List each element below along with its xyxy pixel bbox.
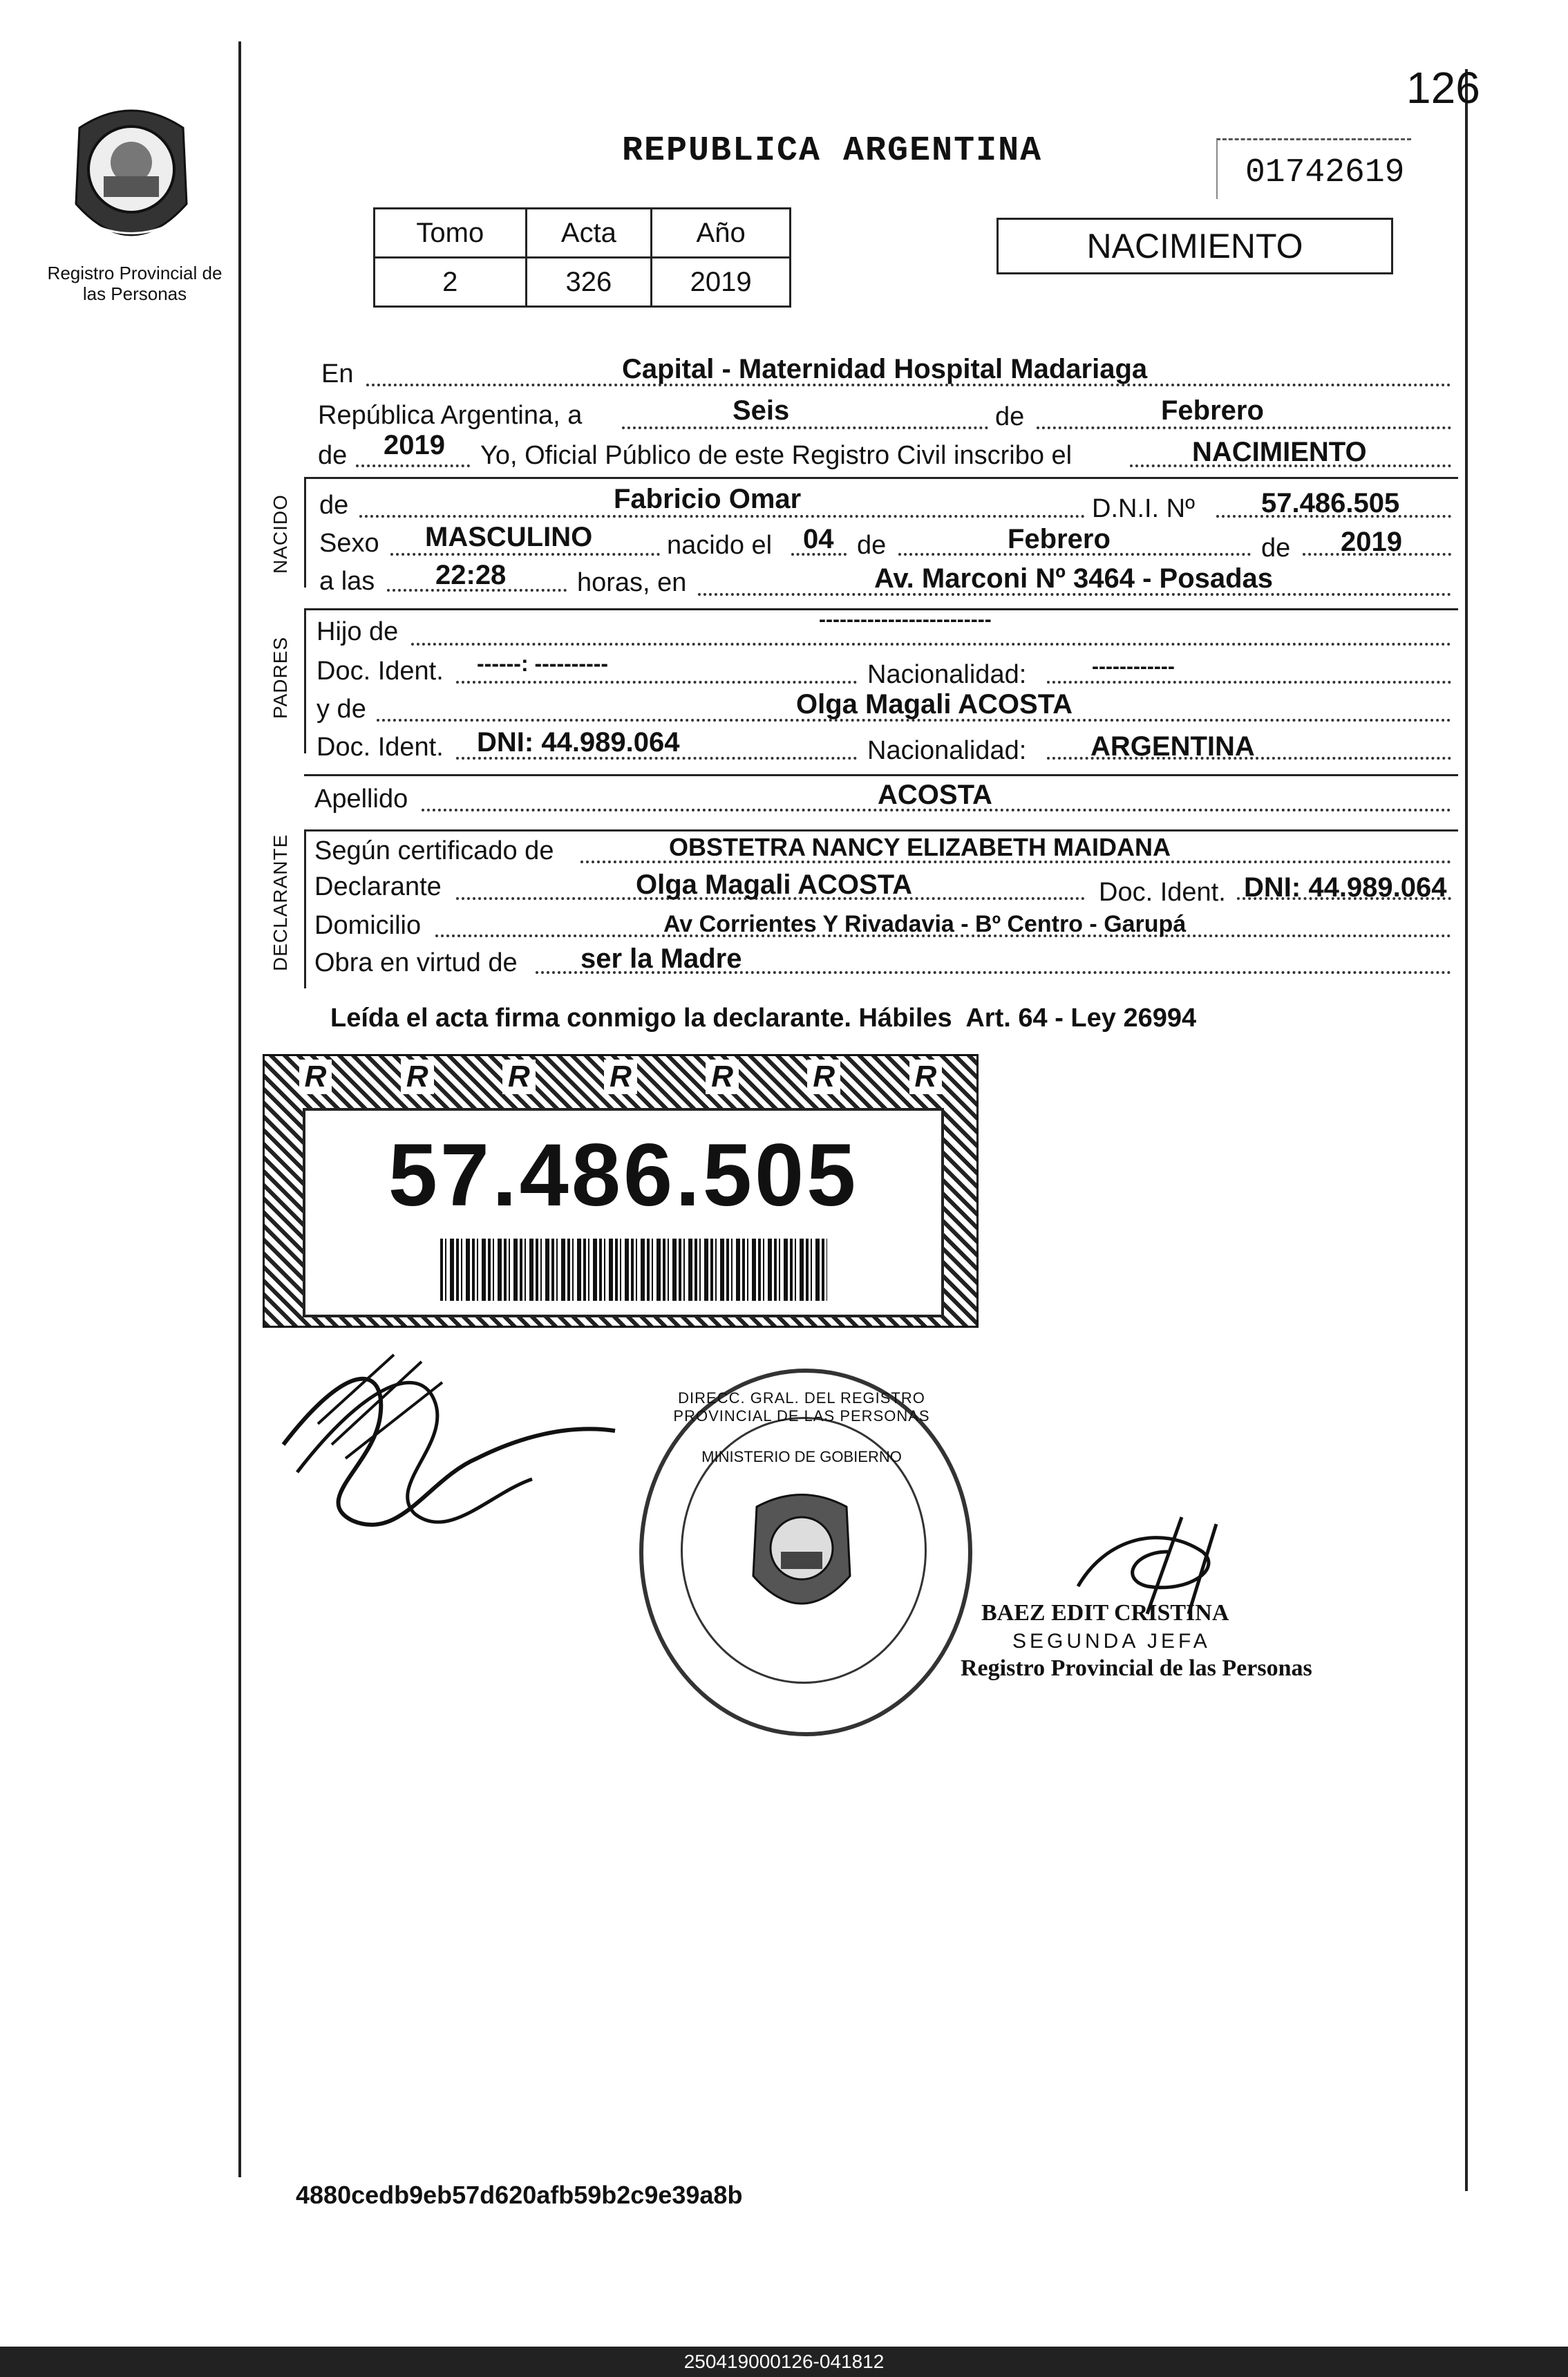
signatory-role: SEGUNDA JEFA [1012,1630,1211,1653]
decl-doc-label: Doc. Ident. [1099,878,1226,907]
nacido-de2-label: de [857,531,887,560]
section-bar [304,608,306,753]
de2-label: de [318,441,348,470]
signatory-name: BAEZ EDIT CRISTINA [981,1600,1229,1626]
nac1-label: Nacionalidad: [867,660,1027,689]
record-table-cell: 326 [526,258,652,307]
signatory-office: Registro Provincial de las Personas [961,1655,1312,1681]
decl-label: Declarante [314,872,442,901]
place-of-birth: Capital - Maternidad Hospital Madariaga [622,354,1148,384]
nacido-el-label: nacido el [667,531,773,560]
mother-name: Olga Magali ACOSTA [796,689,1073,720]
right-margin-line [1465,69,1468,2191]
pattern-letter: R [604,1060,637,1094]
id-stamp [263,1054,979,1328]
section-bar [304,829,306,988]
dotted-line [1047,681,1451,684]
horas-label: horas, en [577,568,687,597]
dom-label: Domicilio [314,911,422,940]
doc2-label: Doc. Ident. [317,733,444,762]
record-table-value-row [375,258,791,307]
section-label-declarante: DECLARANTE [270,834,291,971]
dotted-line [359,515,1085,518]
yde-label: y de [317,695,366,724]
inscribo-text: Yo, Oficial Público de este Registro Civil inscribo el [480,441,1073,470]
address: Av Corrientes Y Rivadavia - Bº Centro - Garupá [663,911,1187,937]
month-value: Febrero [1161,395,1264,426]
inscribo-value: NACIMIENTO [1192,437,1367,467]
doc1-label: Doc. Ident. [317,657,444,686]
page-number: 126 [1406,63,1480,113]
year-value: 2019 [384,430,445,460]
serial-number [1216,138,1411,199]
barcode [440,1239,827,1301]
seal-emblem-icon [743,1486,860,1624]
record-table-header-row [375,209,791,258]
record-table-cell: 2019 [652,258,791,307]
footer-bar [0,2347,1568,2377]
dotted-line [622,426,988,429]
record-table-cell: 2 [375,258,527,307]
section-label-padres: PADRES [270,636,291,719]
dotted-line [411,643,1451,646]
pattern-letter: R [299,1060,332,1094]
record-table-header: Tomo [375,209,527,258]
certifier: OBSTETRA NANCY ELIZABETH MAIDANA [669,833,1171,861]
father-name: ------------------------- [819,608,992,631]
cert-label: Según certificado de [314,836,554,865]
footer-code: 250419000126-041812 [683,2351,885,2372]
declarant-signature [270,1341,629,1548]
logo-caption [45,263,225,304]
obra-label: Obra en virtud de [314,948,518,977]
closing-text: Leída el acta firma conmigo la declarante. Hábiles Art. 64 - Ley 26994 [330,1004,1197,1033]
id-stamp-inner [303,1108,944,1317]
document-hash: 4880cedb9eb57d620afb59b2c9e39a8b [296,2181,743,2209]
section-divider [304,477,1458,479]
serial-number-text: 01742619 [1245,154,1405,191]
left-margin-line [238,41,241,2177]
sexo-value: MASCULINO [425,522,593,552]
birth-time: 22:28 [435,560,507,590]
dotted-line [390,553,660,556]
father-nationality: ------------ [1092,655,1175,678]
province-logo [66,100,197,259]
dni-label: D.N.I. Nº [1092,494,1195,523]
birth-month: Febrero [1008,524,1111,554]
apellido-label: Apellido [314,784,408,814]
record-table [373,207,791,308]
seal-outer-text: DIRECC. GRAL. DEL REGISTRO PROVINCIAL DE LAS PERSONAS [673,1389,930,1425]
id-stamp-letter-band [265,1056,976,1098]
id-number: 57.486.505 [388,1126,859,1225]
section-divider [304,774,1458,776]
declarant-doc: DNI: 44.989.064 [1244,872,1447,903]
child-dni: 57.486.505 [1261,488,1400,518]
a-las-label: a las [319,567,375,596]
dotted-line [456,681,857,684]
record-table-header: Año [652,209,791,258]
registry-label: Registro Provincial de las Personas [47,263,223,304]
mother-nationality: ARGENTINA [1090,731,1255,762]
section-bar [304,477,306,588]
record-table-header: Acta [526,209,652,258]
hijo-label: Hijo de [317,617,399,646]
surname: ACOSTA [878,780,992,810]
republica-label: República Argentina, a [318,401,583,430]
seal-inner-text: MINISTERIO DE GOBIERNO [701,1448,902,1465]
nacido-de3-label: de [1261,534,1291,563]
birth-year: 2019 [1341,527,1402,557]
pattern-letter: R [502,1060,536,1094]
nac2-label: Nacionalidad: [867,736,1027,765]
section-label-nacido: NACIDO [270,494,291,574]
en-label: En [321,359,354,388]
obra-value: ser la Madre [580,943,742,974]
child-name: Fabricio Omar [614,484,802,514]
day-in-words: Seis [733,395,790,426]
birth-place: Av. Marconi Nº 3464 - Posadas [874,563,1274,594]
record-type-box [996,218,1393,274]
dotted-line [1037,426,1451,429]
record-type: NACIMIENTO [1086,227,1303,265]
sexo-label: Sexo [319,529,379,558]
declarant-name: Olga Magali ACOSTA [636,870,913,900]
nacido-de-label: de [319,491,349,520]
pattern-letter: R [401,1060,434,1094]
de-label: de [995,402,1025,431]
page-title: REPUBLICA ARGENTINA [622,131,1043,171]
mother-doc: DNI: 44.989.064 [477,727,680,758]
birth-day: 04 [803,524,834,554]
dotted-line [356,464,470,467]
section-divider [304,829,1458,832]
father-doc: ------: ---------- [477,651,609,676]
pattern-letter: R [909,1060,943,1094]
pattern-letter: R [807,1060,840,1094]
pattern-letter: R [706,1060,739,1094]
